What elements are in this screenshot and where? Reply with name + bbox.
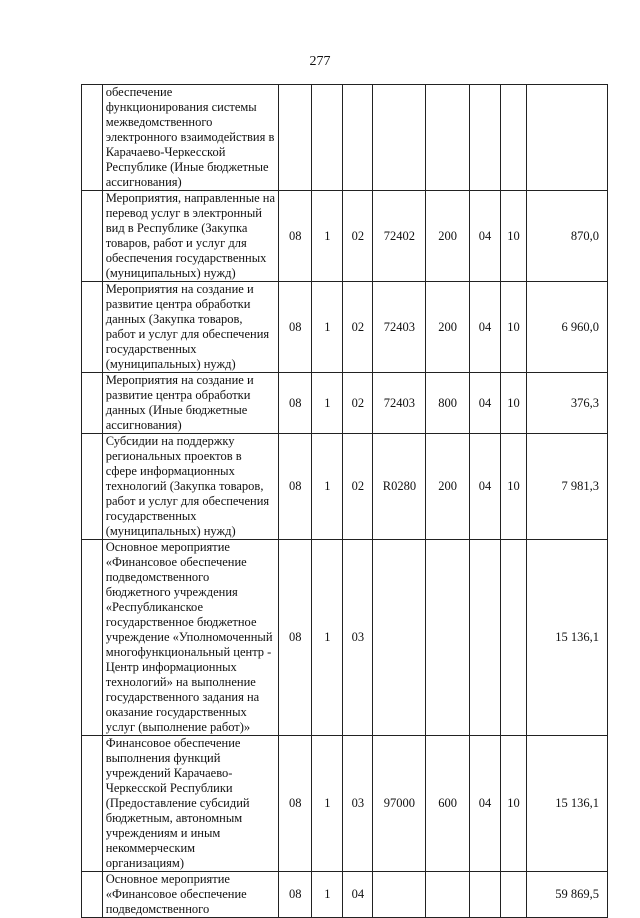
table-row [82,872,608,918]
code-cell [426,872,470,918]
code-cell: 02 [343,434,373,540]
code-cell: 600 [426,736,470,872]
code-cell [426,85,470,191]
description-cell: Мероприятия на создание и развитие центра обработки данных (Закупка товаров, работ и услуг для обеспечения государственных (муниципальных) нужд) [102,282,278,373]
code-cell: 1 [312,282,343,373]
description-cell: Основное мероприятие «Финансовое обеспечение подведомственного бюджетного учреждения «Республиканское государственное бюджетное учреждение «Уполномоченный многофункциональный центр - Центр информационных технологий» на выполнение государственного задания на оказание государственных услуг (выполнение работ)» [102,540,278,736]
code-cell [373,540,426,736]
index-cell [82,373,103,434]
code-cell: 08 [279,736,312,872]
code-cell: R0280 [373,434,426,540]
amount-cell: 7 981,3 [526,434,607,540]
code-cell: 08 [279,540,312,736]
index-cell [82,540,103,736]
index-cell [82,282,103,373]
code-cell: 04 [469,282,500,373]
code-cell: 1 [312,191,343,282]
code-cell: 02 [343,191,373,282]
code-cell: 97000 [373,736,426,872]
code-cell: 08 [279,191,312,282]
code-cell: 03 [343,540,373,736]
table-row [82,736,608,872]
description-cell: Мероприятия, направленные на перевод услуг в электронный вид в Республике (Закупка товаров, работ и услуг для обеспечения государственных (муниципальных) нужд) [102,191,278,282]
index-cell [82,434,103,540]
amount-cell: 870,0 [526,191,607,282]
index-cell [82,85,103,191]
amount-cell [526,85,607,191]
code-cell: 03 [343,736,373,872]
code-cell: 04 [343,872,373,918]
code-cell [469,872,500,918]
description-cell: Субсидии на поддержку региональных проектов в сфере информационных технологий (Закупка товаров, работ и услуг для обеспечения государственных (муниципальных) нужд) [102,434,278,540]
code-cell [373,85,426,191]
code-cell: 1 [312,540,343,736]
code-cell: 72402 [373,191,426,282]
amount-cell: 15 136,1 [526,540,607,736]
page-number: 277 [309,54,331,69]
table-row [82,85,608,191]
code-cell: 72403 [373,282,426,373]
code-cell: 10 [501,434,527,540]
index-cell [82,191,103,282]
code-cell [501,540,527,736]
code-cell: 08 [279,434,312,540]
code-cell: 200 [426,282,470,373]
code-cell: 04 [469,736,500,872]
description-cell: Финансовое обеспечение выполнения функций учреждений Карачаево-Черкесской Республики (Предоставление субсидий бюджетным, автономным учреждениям и иным некоммерческим организациям) [102,736,278,872]
code-cell [312,85,343,191]
code-cell [373,872,426,918]
code-cell [469,85,500,191]
code-cell: 02 [343,373,373,434]
code-cell: 800 [426,373,470,434]
code-cell: 02 [343,282,373,373]
code-cell: 04 [469,434,500,540]
code-cell: 04 [469,373,500,434]
code-cell: 1 [312,736,343,872]
table-row [82,540,608,736]
code-cell [343,85,373,191]
code-cell: 72403 [373,373,426,434]
table-row [82,282,608,373]
code-cell: 08 [279,872,312,918]
code-cell: 200 [426,434,470,540]
table-row [82,373,608,434]
code-cell: 1 [312,434,343,540]
description-cell: обеспечение функционирования системы межведомственного электронного взаимодействия в Карачаево-Черкесской Республике (Иные бюджетные ассигнования) [102,85,278,191]
code-cell: 1 [312,872,343,918]
code-cell: 08 [279,373,312,434]
table-row [82,434,608,540]
amount-cell: 59 869,5 [526,872,607,918]
code-cell [501,872,527,918]
code-cell: 200 [426,191,470,282]
code-cell [426,540,470,736]
budget-table [81,84,608,918]
description-cell: Основное мероприятие «Финансовое обеспечение подведомственного [102,872,278,918]
amount-cell: 15 136,1 [526,736,607,872]
code-cell: 1 [312,373,343,434]
code-cell: 08 [279,282,312,373]
code-cell: 10 [501,373,527,434]
index-cell [82,736,103,872]
index-cell [82,872,103,918]
amount-cell: 6 960,0 [526,282,607,373]
code-cell [469,540,500,736]
code-cell: 10 [501,191,527,282]
table-row [82,191,608,282]
code-cell: 04 [469,191,500,282]
code-cell [501,85,527,191]
code-cell: 10 [501,282,527,373]
code-cell [279,85,312,191]
description-cell: Мероприятия на создание и развитие центра обработки данных (Иные бюджетные ассигнования) [102,373,278,434]
code-cell: 10 [501,736,527,872]
amount-cell: 376,3 [526,373,607,434]
